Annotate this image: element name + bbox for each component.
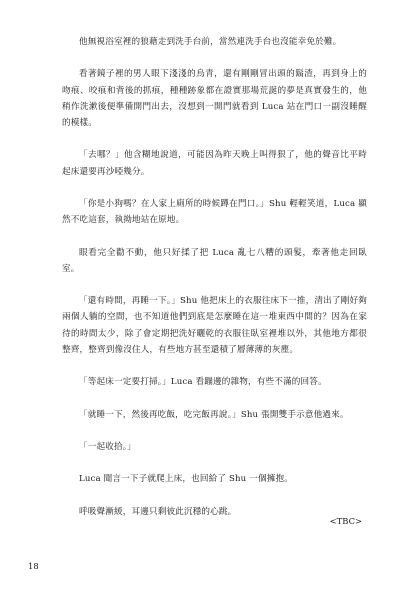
paragraph-5: 眼看完全勸不動，他只好揉了把 Luca 亂七八糟的頭髮，牽著他走回臥室。: [62, 247, 367, 274]
paragraph-1: 他無視浴室裡的狼藉走到洗手台前，當然連洗手台也沒能幸免於難。: [79, 37, 342, 47]
body-text: [62, 34, 367, 536]
paragraph-9: 「一起收拾。」: [79, 441, 136, 452]
paragraph-11: 呼吸聲漸緩，耳邊只剩彼此沉穩的心跳。: [79, 506, 237, 517]
paragraph-8: 「就睡一下，然後再吃飯，吃完飯再說。」Shu 張開雙手示意他過來。: [79, 409, 349, 420]
paragraph-4: 「你是小狗嗎？在人家上廁所的時候蹲在門口。」Shu 輕輕笑道，Luca 顯然不吃這套，執拗地站在原地。: [62, 198, 367, 226]
to-be-continued-marker: <TBC>: [329, 516, 362, 526]
paragraph-3: 「去哪？」他含糊地說道，可能因為昨天晚上叫得狠了，他的聲音比平時起床還要再沙啞幾分。: [62, 150, 367, 177]
paragraph-7: 「等起床一定要打掃。」Luca 看蹦邊的雜物，有些不滿的回答。: [79, 377, 327, 388]
page-number: 18: [28, 561, 39, 571]
paragraph-2: 看著鏡子裡的男人眼下淺淺的烏青，還有剛剛冒出頭的鬍渣，再到身上的吻痕、咬痕和背後的抓痕，種種跡象都在證實那場荒誕的夢是真實發生的，他稍作洗漱後便準備開門出去，沒想到一開門就看到 Luca 站在門口一副沒睡醒的模樣。: [62, 69, 367, 128]
paragraph-6: 「還有時間，再睡一下。」Shu 他把床上的衣服往床下一推，清出了剛好夠兩個人躺的空間，也不知道他們到底是怎麼睡在這一堆東西中間的？因為在家待的時間太少，除了會定期把洗好曬乾的衣服往臥室裡堆以外，其他地方都很整齊，整齊到像沒住人，有些地方甚至還積了層薄薄的灰塵。: [62, 296, 367, 355]
paragraph-10: Luca 聞言一下子就爬上床，也回給了 Shu 一個擁抱。: [79, 474, 293, 485]
